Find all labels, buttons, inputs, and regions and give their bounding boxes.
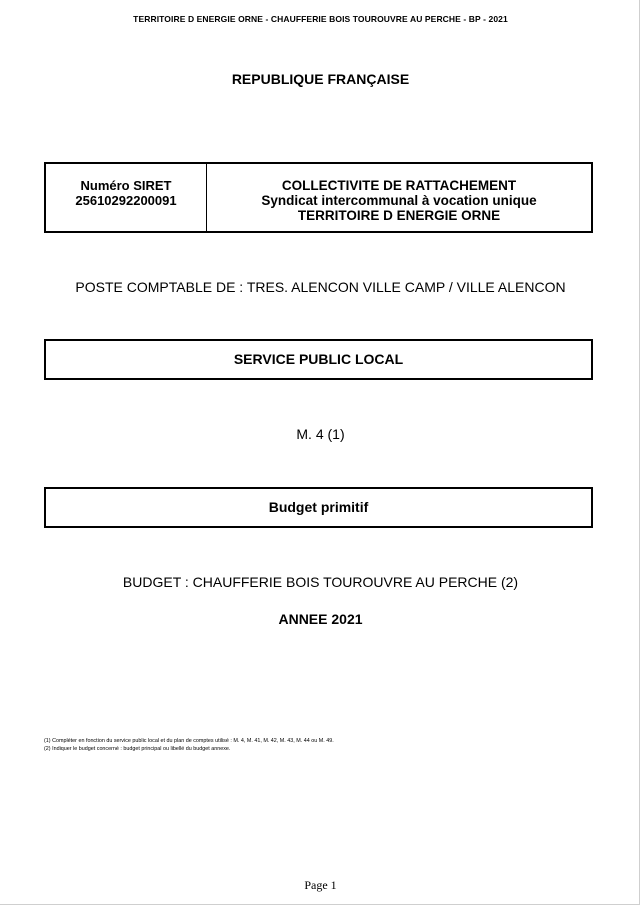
siret-collectivite-box bbox=[44, 162, 593, 233]
budget-name: BUDGET : CHAUFFERIE BOIS TOUROUVRE AU PERCHE (2) bbox=[122, 574, 519, 590]
service-public-local-box bbox=[44, 339, 593, 380]
siret-number: 25610292200091 bbox=[75, 193, 177, 208]
collectivite-line-2: Syndicat intercommunal à vocation unique bbox=[261, 193, 537, 208]
budget-type-label: Budget primitif bbox=[268, 499, 369, 515]
collectivite-line-3: TERRITOIRE D ENERGIE ORNE bbox=[297, 208, 501, 223]
page-header: TERRITOIRE D ENERGIE ORNE - CHAUFFERIE BOIS TOUROUVRE AU PERCHE - BP - 2021 bbox=[133, 14, 508, 24]
collectivite-line-1: COLLECTIVITE DE RATTACHEMENT bbox=[281, 178, 517, 193]
republique-title: REPUBLIQUE FRANÇAISE bbox=[231, 71, 410, 87]
service-label: SERVICE PUBLIC LOCAL bbox=[233, 351, 404, 367]
budget-primitif-box bbox=[44, 487, 593, 528]
siret-label: Numéro SIRET bbox=[80, 178, 172, 193]
page-number: Page 1 bbox=[304, 878, 337, 892]
collectivite-cell bbox=[207, 164, 591, 231]
footnotes bbox=[44, 737, 334, 753]
footnote-1: (1) Compléter en fonction du service public local et du plan de comptes utilisé : M. 4, M. 41, M. 42, M. 43, M. 44 ou M. 49. bbox=[44, 738, 334, 744]
siret-cell bbox=[46, 164, 207, 231]
annee: ANNEE 2021 bbox=[278, 611, 363, 627]
footnote-2: (2) Indiquer le budget concerné : budget principal ou libellé du budget annexe. bbox=[44, 746, 231, 752]
poste-comptable: POSTE COMPTABLE DE : TRES. ALENCON VILLE CAMP / VILLE ALENCON bbox=[75, 279, 566, 295]
nomenclature: M. 4 (1) bbox=[296, 426, 345, 442]
